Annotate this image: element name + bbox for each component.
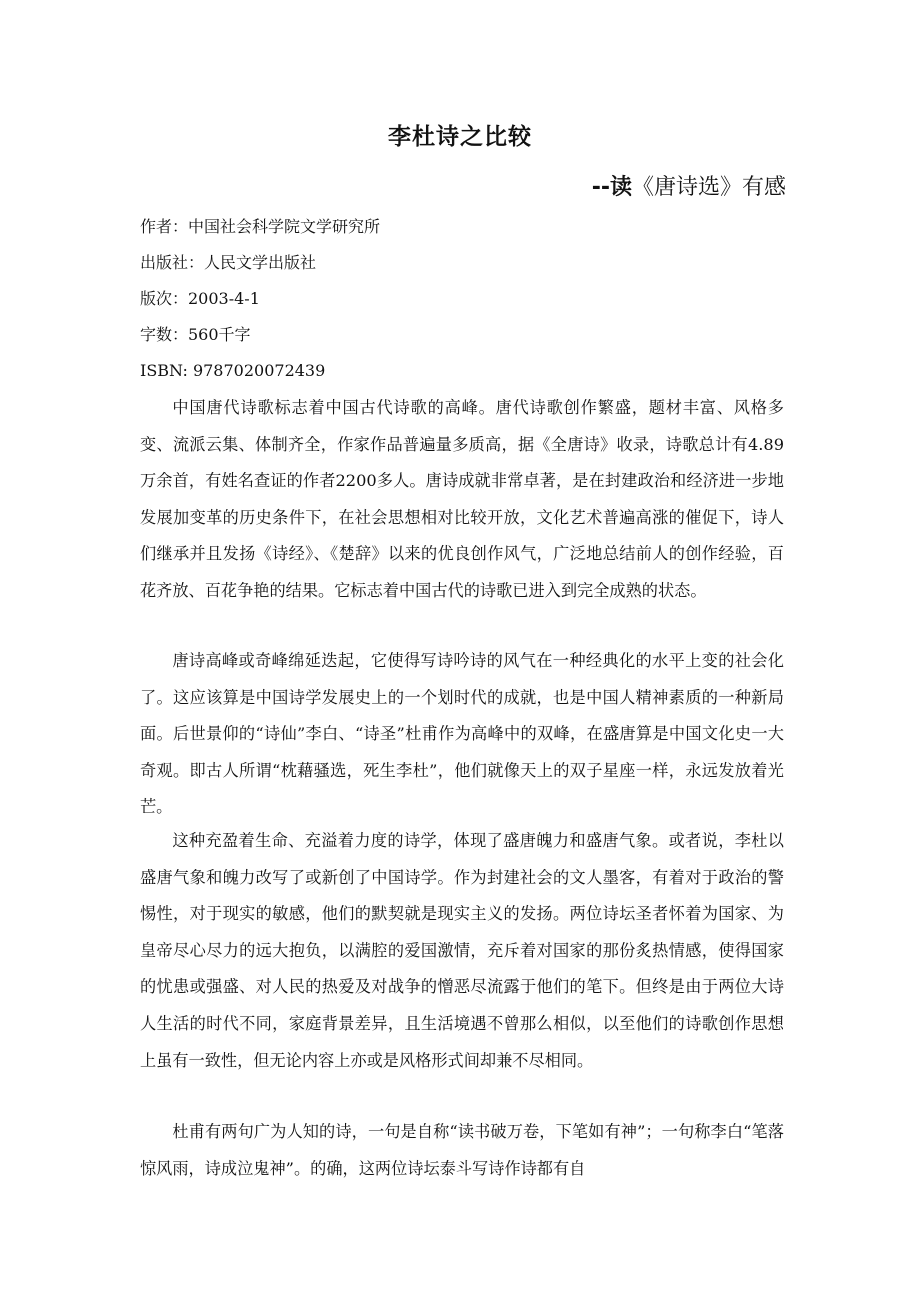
body-paragraph-4: 杜甫有两句广为人知的诗，一句是自称“读书破万卷，下笔如有神”；一句称李白“笔落惊风雨，诗成泣鬼神”。的确，这两位诗坛泰斗写诗作诗都有自: [140, 1122, 784, 1178]
meta-author: 作者：中国社会科学院文学研究所: [140, 217, 381, 236]
meta-isbn: ISBN: 9787020072439: [140, 361, 326, 380]
subtitle-prefix: --读: [591, 175, 632, 200]
body-paragraph-1: 中国唐代诗歌标志着中国古代诗歌的高峰。唐代诗歌创作繁盛，题材丰富、风格多变、流派云集、体制齐全，作家作品普遍量多质高，据《全唐诗》收录，诗歌总计有4.89万余首，有姓名查证的作者2200多人。唐诗成就非常卓著，是在封建政治和经济进一步地发展加变革的历史条件下，在社会思想相对比较开放，文化艺术普遍高涨的催促下，诗人们继承并且发扬《诗经》、《楚辞》以来的优良创作风气，广泛地总结前人的创作经验，百花齐放、百花争艳的结果。它标志着中国古代的诗歌已进入到完全成熟的状态。: [140, 398, 784, 600]
meta-edition: 版次：2003-4-1: [140, 289, 260, 308]
subtitle-text: 《唐诗选》有感: [631, 175, 786, 200]
body-paragraph-3: 这种充盈着生命、充溢着力度的诗学，体现了盛唐魄力和盛唐气象。或者说，李杜以盛唐气象和魄力改写了或新创了中国诗学。作为封建社会的文人墨客，有着对于政治的警惕性，对于现实的敏感，他们的默契就是现实主义的发扬。两位诗坛圣者怀着为国家、为皇帝尽心尽力的远大抱负，以满腔的爱国激情，充斥着对国家的那份炙热情感，使得国家的忧患或强盛、对人民的热爱及对战争的憎恶尽流露于他们的笔下。但终是由于两位大诗人生活的时代不同，家庭背景差异，且生活境遇不曾那么相似，以至他们的诗歌创作思想上虽有一致性，但无论内容上亦或是风格形式间却兼不尽相同。: [140, 831, 784, 1070]
body-paragraph-2: 唐诗高峰或奇峰绵延迭起，它使得写诗吟诗的风气在一种经典化的水平上变的社会化了。这应该算是中国诗学发展史上的一个划时代的成就，也是中国人精神素质的一种新局面。后世景仰的“诗仙”李白、“诗圣”杜甫作为高峰中的双峰，在盛唐算是中国文化史一大奇观。即古人所谓“枕藉骚选，死生李杜”，他们就像天上的双子星座一样，永远发放着光芒。: [140, 651, 784, 817]
meta-publisher: 出版社：人民文学出版社: [140, 253, 317, 272]
document-subtitle: [592, 170, 786, 201]
document-title: 李杜诗之比较: [388, 124, 532, 150]
meta-word-count: 字数：560千字: [140, 325, 251, 344]
